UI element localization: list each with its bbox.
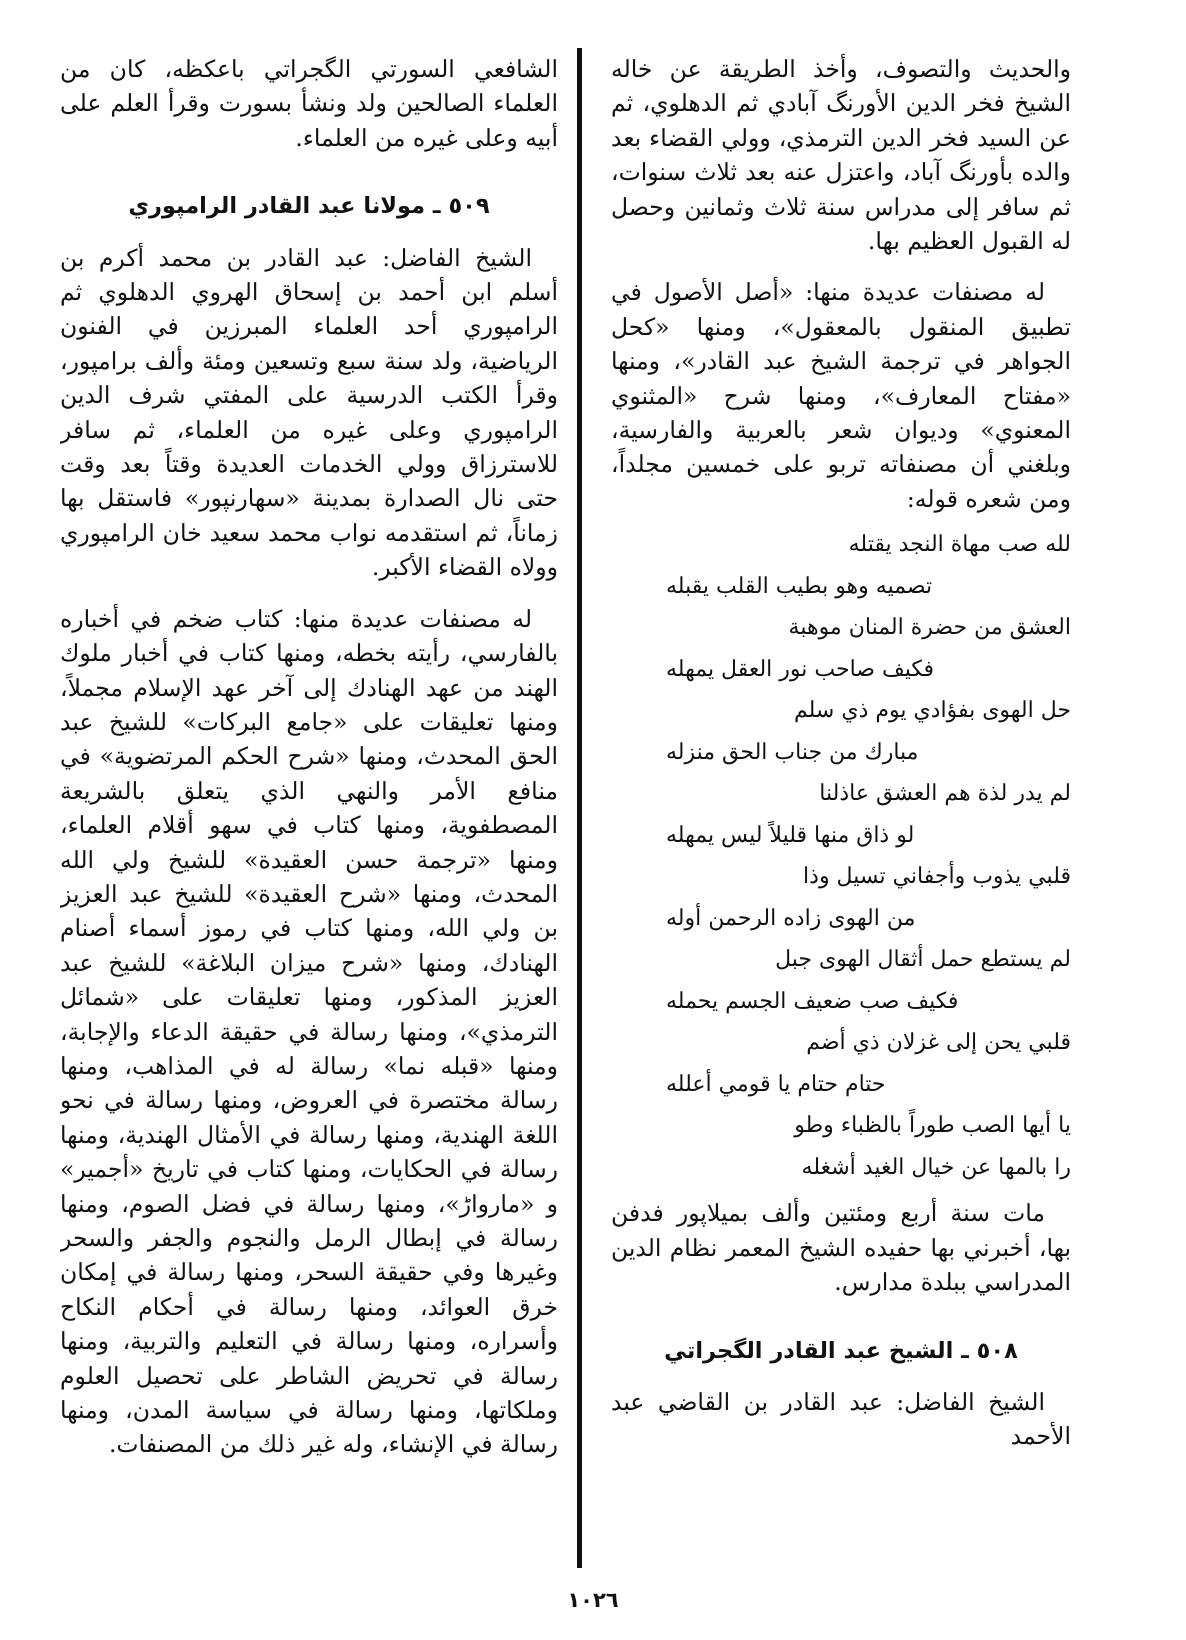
bio-paragraph-509: الشيخ الفاضل: عبد القادر بن محمد أكرم بن أسلم ابن أحمد بن إسحاق الهروي الدهلوي ثم الرامپوري أحد العلماء المبرزين في الفنون الرياضية، ولد سنة سبع وتسعين ومئة وألف برامپور، وقرأ الكتب الدرسية على المفتي شرف الدين الرامپوري وعلى غيره من العلماء، ثم سافر للاسترزاق وولي الخدمات العديدة وقتاً بعد وقت حتى نال الصدارة بمدينة «سهارنپور» فاستقل بها زماناً، ثم استقدمه نواب محمد سعيد خان الرامپوري وولاه القضاء الأكبر.	[60, 243, 558, 582]
verse-line: تصميه وهو بطيب القلب يقبله	[666, 573, 933, 599]
entry-heading-509: ٥٠٩ ـ مولانا عبد القادر الرامپوري	[128, 193, 490, 220]
verse-line: قلبي يذوب وأجفاني تسيل وذا	[803, 864, 1071, 890]
verse-line: فكيف صب ضعيف الجسم يحمله	[666, 988, 959, 1014]
column-divider	[577, 48, 582, 1568]
entry-508-continuation: الشافعي السورتي الگجراتي باعكظه، كان من العلماء الصالحين ولد ونشأ بسورت وقرأ العلم على أبيه وعلى غيره من العلماء.	[60, 55, 558, 152]
verse-line: قلبي يحن إلى غزلان ذي أضم	[806, 1030, 1071, 1056]
verse-line: من الهوى زاده الرحمن أوله	[666, 905, 916, 931]
intro-paragraph: والحديث والتصوف، وأخذ الطريقة عن خاله الشيخ فخر الدين الأورنگ آبادي ثم الدهلوي، ثم عن السيد فخر الدين الترمذي، وولي القضاء بعد والده بأورنگ آباد، واعتزل عنه بعد ثلاث سنوات، ثم سافر إلى مدراس سنة ثلاث وثمانين وحصل له القبول العظيم بها.	[611, 55, 1071, 256]
verse-line: حل الهوى بفؤادي يوم ذي سلم	[794, 698, 1071, 724]
death-paragraph: مات سنة أربع ومئتين وألف بميلاپور فدفن بها، أخبرني بها حفيده الشيخ المعمر نظام الدين المدراسي ببلدة مدارس.	[611, 1199, 1071, 1297]
entry-508-start: الشيخ الفاضل: عبد القادر بن القاضي عبد الأحمد	[611, 1387, 1071, 1451]
verse-line: حتام حتام يا قومي أعلله	[666, 1071, 886, 1097]
verse-line: العشق من حضرة المنان موهبة	[788, 615, 1071, 641]
verse-line: فكيف صاحب نور العقل يمهله	[666, 656, 935, 682]
poem	[611, 524, 1071, 1188]
verse-line: لم يدر لذة هم العشق عاذلنا	[819, 781, 1071, 807]
verse-line: لله صب مهاة النجد يقتله	[848, 532, 1071, 558]
verse-line: را بالمها عن خيال الغيد أشغله	[801, 1154, 1071, 1180]
verse-line: لو ذاق منها قليلاً ليس يمهله	[666, 822, 915, 848]
works-paragraph-509: له مصنفات عديدة منها: كتاب ضخم في أخباره بالفارسي، رأيته بخطه، ومنها كتاب في أخبار ملوك الهند من عهد الهنادك إلى آخر عهد الإسلام مجملاً، ومنها تعليقات على «جامع البركات» للشيخ عبد الحق المحدث، ومنها «شرح الحكم المرتضوية» في منافع الأمر والنهي الذي يتعلق بالشريعة المصطفوية، ومنها كتاب في سهو أقلام العلماء، ومنها «ترجمة حسن العقيدة» للشيخ ولي الله المحدث، ومنها «شرح العقيدة» للشيخ عبد العزيز بن ولي الله، ومنها كتاب في رموز أسماء أصنام الهنادك، ومنها «شرح ميزان البلاغة» للشيخ عبد العزيز المذكور، ومنها تعليقات على «شمائل الترمذي»، ومنها رسالة في حقيقة الدعاء والإجابة، ومنها «قبله نما» رسالة له في المذاهب، ومنها رسالة مختصرة في العروض، ومنها رسالة في نحو اللغة الهندية، ومنها رسالة في الأمثال الهندية، ومنها رسالة في الحكايات، ومنها كتاب في تاريخ «أجمير» و «مارواڑ»، ومنها رسالة في فضل الصوم، ومنها رسالة في إبطال الرمل والنجوم والجفر والسحر وغيرها وفي حقيقة السحر، ومنها رسالة في إمكان خرق العوائد، ومنها رسالة في أحكام النكاح وأسراره، ومنها رسالة في التعليم والتربية، ومنها رسالة في تحريض الشاطر على تحصيل العلوم وملكاتها، ومنها رسالة في سياسة المدن، ومنها رسالة في الإنشاء، وله غير ذلك من المصنفات.	[60, 604, 558, 1459]
verse-line: مبارك من جناب الحق منزله	[666, 739, 919, 765]
page-number: ١٠٢٦	[567, 1588, 619, 1612]
left-column	[60, 52, 558, 1562]
works-paragraph-507: له مصنفات عديدة منها: «أصل الأصول في تطبيق المنقول بالمعقول»، ومنها «كحل الجواهر في ترجمة الشيخ عبد القادر»، ومنها «مفتاح المعارف»، ومنها شرح «المثنوي المعنوي» وديوان شعر بالعربية والفارسية، وبلغني أن مصنفاته تربو على خمسين مجلداً، ومن شعره قوله:	[611, 278, 1071, 513]
right-column	[611, 52, 1071, 1562]
entry-heading-508: ٥٠٨ ـ الشيخ عبد القادر الگجراتي	[664, 1337, 1018, 1364]
verse-line: يا أيها الصب طوراً بالظباء وطو	[794, 1113, 1071, 1139]
verse-line: لم يستطع حمل أثقال الهوى جبل	[775, 947, 1071, 973]
